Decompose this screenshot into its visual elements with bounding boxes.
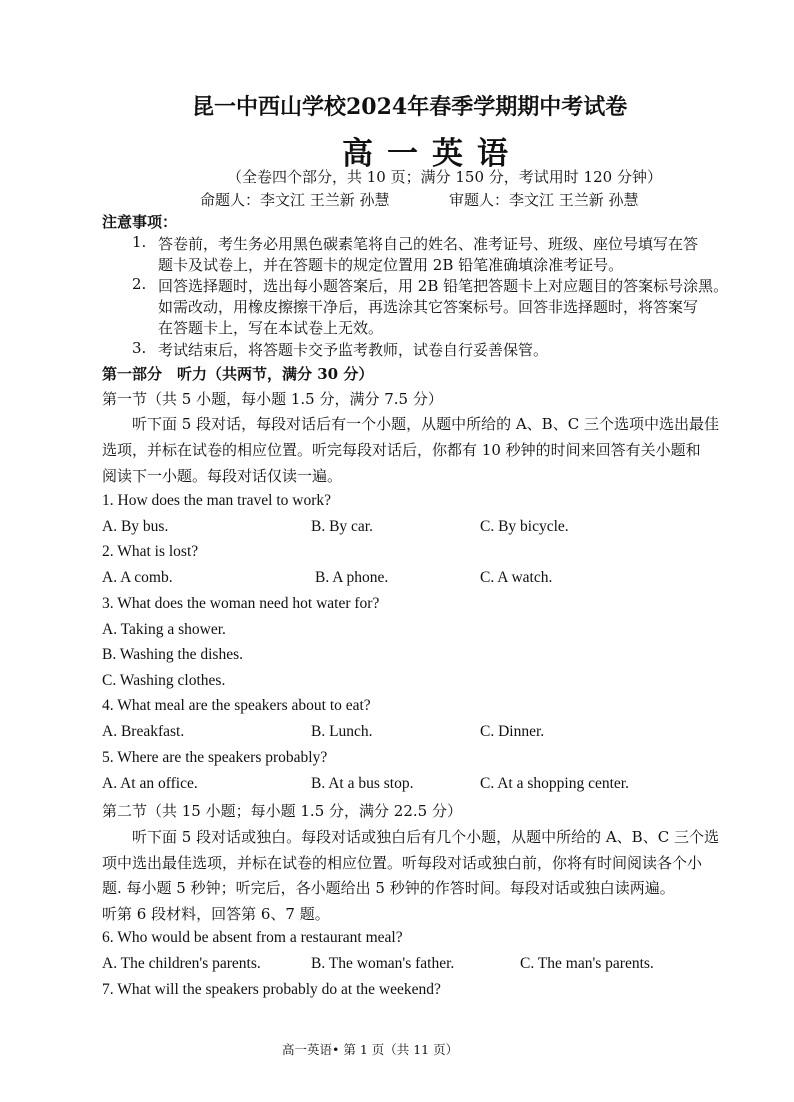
- q5-option-c: C. At a shopping center.: [480, 775, 629, 792]
- question-3: 3. What does the woman need hot water for?: [102, 595, 380, 612]
- q4-option-a: A. Breakfast.: [102, 723, 185, 740]
- note-2-line-2: 如需改动，用橡皮擦擦干净后，再选涂其它答案标号。回答非选择题时，将答案写: [158, 298, 699, 316]
- section2-instr-line-2: 项中选出最佳选项，并标在试卷的相应位置。听每段对话或独白前，你将有时间阅读各个小: [102, 854, 703, 872]
- note-1-line-2: 题卡及试卷上，并在答题卡的规定位置用 2B 铅笔准确填涂准考证号。: [158, 256, 624, 274]
- section1-instr-line-1: 听下面 5 段对话，每段对话后有一个小题，从题中所给的 A、B、C 三个选项中选出最佳: [132, 415, 719, 433]
- q2-option-c: C. A watch.: [480, 569, 553, 586]
- note-3-num: 3.: [132, 339, 147, 357]
- exam-info: （全卷四个部分，共 10 页；满分 150 分，考试用时 120 分钟）: [227, 168, 662, 186]
- q5-option-a: A. At an office.: [102, 775, 198, 792]
- q4-option-c: C. Dinner.: [480, 723, 545, 740]
- section2-instr-line-1: 听下面 5 段对话或独白。每段对话或独白后有几个小题，从题中所给的 A、B、C 三个选: [132, 828, 719, 846]
- notes-heading: 注意事项：: [102, 213, 178, 231]
- q5-option-b: B. At a bus stop.: [311, 775, 414, 792]
- q2-option-b: B. A phone.: [315, 569, 389, 586]
- q1-option-a: A. By bus.: [102, 518, 169, 535]
- q3-option-b: B. Washing the dishes.: [102, 646, 243, 663]
- question-4: 4. What meal are the speakers about to eat?: [102, 697, 371, 714]
- q1-option-b: B. By car.: [311, 518, 373, 535]
- section1-instr-line-2: 选项，并标在试卷的相应位置。听完每段对话后，你都有 10 秒钟的时间来回答有关小题和: [102, 441, 701, 459]
- material-note: 听第 6 段材料，回答第 6、7 题。: [102, 905, 330, 923]
- q6-option-c: C. The man's parents.: [520, 955, 654, 972]
- section1-heading: 第一节（共 5 小题，每小题 1.5 分，满分 7.5 分）: [102, 390, 443, 408]
- note-2-num: 2.: [132, 275, 147, 293]
- part1-heading: 第一部分 听力（共两节，满分 30 分）: [102, 365, 374, 383]
- question-1: 1. How does the man travel to work?: [102, 492, 331, 509]
- note-2-line-1: 回答选择题时，选出每小题答案后，用 2B 铅笔把答题卡上对应题目的答案标号涂黑。: [158, 277, 729, 295]
- q1-option-c: C. By bicycle.: [480, 518, 569, 535]
- q2-option-a: A. A comb.: [102, 569, 173, 586]
- q3-option-a: A. Taking a shower.: [102, 621, 226, 638]
- note-2-line-3: 在答题卡上，写在本试卷上无效。: [158, 319, 384, 337]
- note-1-num: 1.: [132, 233, 147, 251]
- note-3-line-1: 考试结束后，将答题卡交予监考教师，试卷自行妥善保管。: [158, 341, 549, 359]
- q3-option-c: C. Washing clothes.: [102, 672, 226, 689]
- setters-label: 命题人：李文江 王兰新 孙慧: [200, 191, 390, 209]
- reviewers-label: 审题人：李文江 王兰新 孙慧: [449, 191, 639, 209]
- section2-instr-line-3: 题. 每小题 5 秒钟；听完后，各小题给出 5 秒钟的作答时间。每段对话或独白读两遍。: [102, 879, 675, 897]
- section1-instr-line-3: 阅读下一小题。每段对话仅读一遍。: [102, 467, 343, 485]
- subject-title: 高一英语: [342, 136, 522, 172]
- q6-option-b: B. The woman's father.: [311, 955, 455, 972]
- question-7: 7. What will the speakers probably do at the weekend?: [102, 981, 441, 998]
- q6-option-a: A. The children's parents.: [102, 955, 261, 972]
- question-5: 5. Where are the speakers probably?: [102, 749, 328, 766]
- school-title: 昆一中西山学校2024年春季学期期中考试卷: [192, 94, 628, 120]
- question-2: 2. What is lost?: [102, 543, 199, 560]
- question-6: 6. Who would be absent from a restaurant meal?: [102, 929, 403, 946]
- q4-option-b: B. Lunch.: [311, 723, 373, 740]
- note-1-line-1: 答卷前，考生务必用黑色碳素笔将自己的姓名、准考证号、班级、座位号填写在答: [158, 235, 699, 253]
- page-footer: 高一英语• 第 1 页（共 11 页）: [282, 1042, 459, 1057]
- section2-heading: 第二节（共 15 小题；每小题 1.5 分，满分 22.5 分）: [102, 802, 462, 820]
